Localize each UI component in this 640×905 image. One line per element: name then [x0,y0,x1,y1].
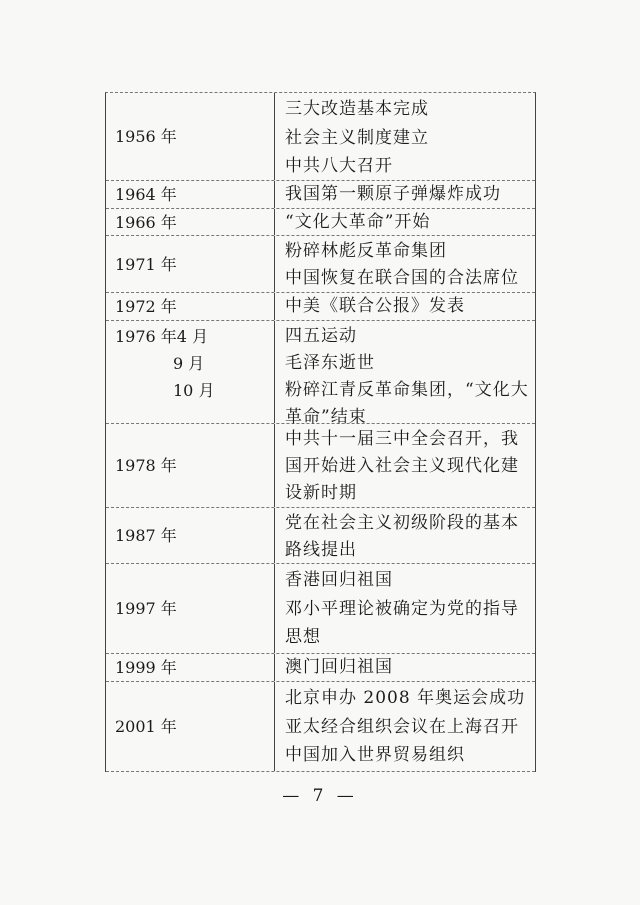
events-cell [275,209,535,235]
table-row [106,293,535,321]
event-line: 四五运动 [285,326,357,346]
table-row [106,682,535,772]
year-label: 1976 年4 月 [115,327,209,346]
event-line: 中美《联合公报》发表 [285,296,465,316]
event-line: 思想 [285,627,321,647]
year-cell: 1978 年 [106,424,275,507]
table-row [106,181,535,209]
table-row [106,654,535,682]
event-line: 中共十一届三中全会召开，我 [285,429,519,449]
event-line: 我国第一颗原子弹爆炸成功 [285,184,501,204]
year-cell: 1956 年 [106,93,275,180]
event-line: 社会主义制度建立 [285,127,429,148]
event-line: 中共八大召开 [285,156,393,176]
event-line: 澳门回归祖国 [285,657,393,677]
events-cell [275,236,535,292]
table-row [106,424,535,508]
event-line: 粉碎林彪反革命集团 [285,241,447,261]
year-cell: 1972 年 [106,293,275,320]
events-cell [275,424,535,507]
event-line: 革命”结束 [285,407,367,427]
month-label: 9 月 [173,354,205,373]
event-line: 中国恢复在联合国的合法席位 [285,268,519,288]
events-cell [275,93,535,180]
year-cell: 1997 年 [106,564,275,653]
page-number: — 7 — [282,786,358,806]
event-line: 设新时期 [285,483,357,503]
event-line: 邓小平理论被确定为党的指导 [285,598,519,619]
year-cell: 2001 年 [106,682,275,771]
year-cell: 1966 年 [106,209,275,235]
event-line: 北京申办 2008 年奥运会成功 [285,688,526,708]
event-line: 亚太经合组织会议在上海召开 [285,716,519,737]
table-row [106,236,535,293]
year-cell [106,321,275,423]
table-row [106,209,535,236]
event-line: 国开始进入社会主义现代化建 [285,456,519,476]
event-line: 党在社会主义初级阶段的基本 [285,513,519,533]
events-cell [275,682,535,771]
year-cell: 1964 年 [106,181,275,208]
event-line: 粉碎江青反革命集团，“文化大 [285,380,529,400]
month-label: 10 月 [173,381,215,400]
year-cell: 1999 年 [106,654,275,681]
event-line: “文化大革命”开始 [285,212,431,232]
events-cell [275,654,535,681]
table-row [106,564,535,654]
event-line: 中国加入世界贸易组织 [285,745,465,765]
event-line: 三大改造基本完成 [285,99,429,119]
events-cell [275,564,535,653]
year-cell: 1987 年 [106,508,275,563]
events-cell [275,293,535,320]
table-row [106,321,535,427]
timeline-table [105,92,536,772]
events-cell [275,321,535,427]
events-cell [275,181,535,208]
table-row [106,508,535,564]
event-line: 香港回归祖国 [285,570,393,590]
table-row [106,93,535,181]
event-line: 路线提出 [285,540,357,560]
events-cell [275,508,535,563]
event-line: 毛泽东逝世 [285,353,375,373]
year-cell: 1971 年 [106,236,275,292]
